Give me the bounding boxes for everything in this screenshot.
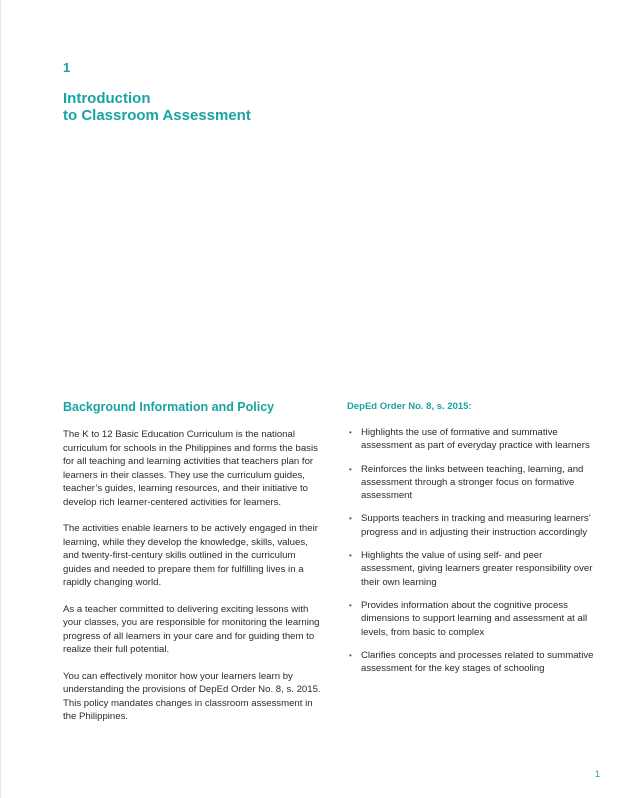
body-paragraph: The activities enable learners to be actively engaged in their learning, while they develop the knowledge, skills, values, and twenty-first-century skills outlined in the curriculum guides and needed to prepare them for fulfilling lives in a rapidly changing world.	[63, 523, 318, 588]
body-paragraph: As a teacher committed to delivering exciting lessons with your classes, you are responsible for monitoring the learning progress of all learners in your care and for guiding them to realize their full potential.	[63, 603, 320, 655]
list-item: • Highlights the use of formative and summative assessment as part of everyday practice with learners	[347, 426, 597, 453]
chapter-title-line-2: to Classroom Assessment	[63, 107, 251, 124]
list-item: • Supports teachers in tracking and measuring learners’ progress and in adjusting their instruction accordingly	[347, 512, 597, 539]
chapter-number: 1	[63, 60, 71, 75]
page-edge-rule	[0, 0, 1, 798]
list-item: • Reinforces the links between teaching, learning, and assessment through a stronger focus on formative assessment	[347, 463, 597, 503]
chapter-title-line-1: Introduction	[63, 90, 151, 107]
chapter-title	[63, 90, 251, 124]
body-column	[63, 428, 325, 737]
list-item: • Provides information about the cognitive process dimensions to support learning and assessment at all levels, from basic to complex	[347, 599, 597, 639]
policy-bullet-list	[347, 426, 597, 685]
list-item: • Highlights the value of using self- and peer assessment, giving learners greater responsibility over their own learning	[347, 549, 597, 589]
list-item: • Clarifies concepts and processes related to summative assessment for the key stages of schooling	[347, 649, 597, 676]
page-number: 1	[595, 769, 601, 779]
body-paragraph: You can effectively monitor how your learners learn by understanding the provisions of DepEd Order No. 8, s. 2015. This policy mandates changes in classroom assessment in the Philippines.	[63, 670, 321, 722]
body-paragraph: The K to 12 Basic Education Curriculum is the national curriculum for schools in the Philippines and forms the basis for all teaching and learning activities that teachers plan for learners in their classes. They use the curriculum guides, teacher’s guides, learning resources, and their initiative to develop rich learner-centered activities for learners.	[63, 429, 318, 508]
section-heading: Background Information and Policy	[63, 400, 275, 414]
sidebar-heading: DepEd Order No. 8, s. 2015:	[347, 401, 472, 412]
